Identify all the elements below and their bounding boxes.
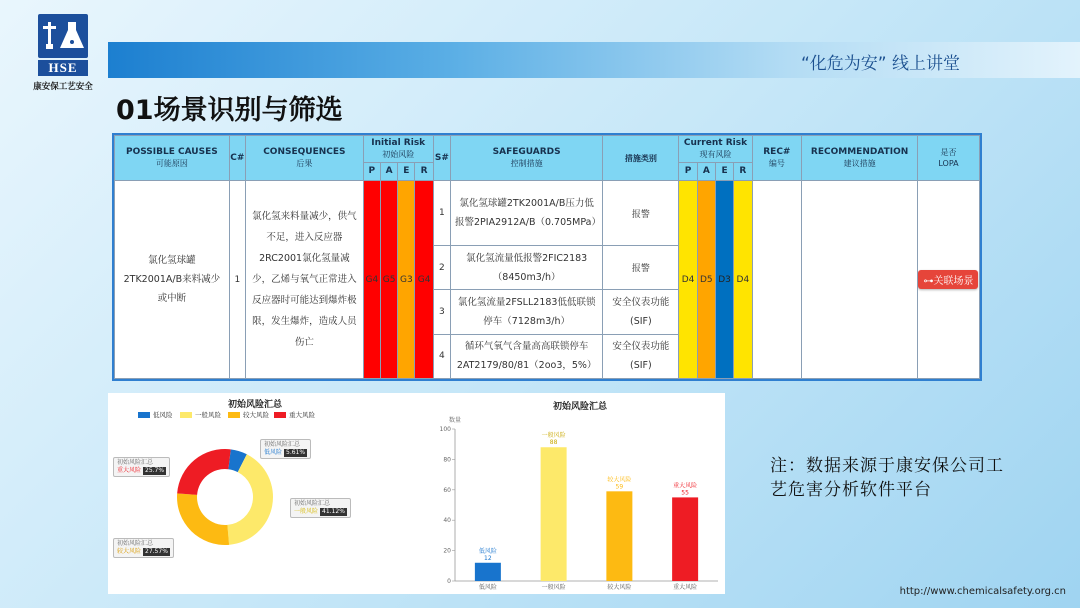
logo-hse-text: HSE [38, 60, 88, 76]
safeguard-no: 4 [433, 334, 450, 378]
bar [475, 563, 501, 581]
col-header-safeguards: SAFEGUARDS 控制措施 [451, 136, 603, 181]
y-tick-label: 100 [439, 426, 451, 433]
safeguard-type: 安全仪表功能(SIF) [603, 334, 679, 378]
bar-name-label: 较大风险 [607, 476, 632, 484]
safeguard-type: 安全仪表功能(SIF) [603, 290, 679, 334]
col-header-consequences: CONSEQUENCES 后果 [245, 136, 363, 181]
bar-chart-title: 初始风险汇总 [553, 402, 608, 412]
col-header-c-no: C# [229, 136, 245, 181]
current-risk-p: D4 [679, 181, 697, 379]
initial-p-header: P [363, 163, 380, 181]
safeguard-text: 循环气氧气含量高高联锁停车2AT2179/80/81（2oo3，5%） [451, 334, 603, 378]
bar-chart [433, 393, 725, 594]
safeguard-type: 报警 [603, 245, 679, 289]
initial-e-header: E [398, 163, 415, 181]
callout-large: 初始风险汇总 较大风险 27.57% [113, 538, 174, 558]
recommendation-cell [802, 181, 918, 379]
data-source-note: 注：数据来源于康安保公司工艺危害分析软件平台 [770, 456, 1004, 500]
donut-chart-panel [108, 393, 433, 594]
bar-name-label: 重大风险 [673, 482, 698, 490]
y-tick-label: 60 [443, 486, 451, 494]
initial-risk-a: G5 [380, 181, 397, 379]
col-header-recommendation: RECOMMENDATION 建议措施 [802, 136, 918, 181]
callout-low: 初始风险汇总 低风险 5.61% [260, 439, 311, 459]
col-header-initial-risk: Initial Risk 初始风险 [363, 136, 433, 163]
hazop-table [112, 133, 982, 381]
bar [541, 447, 567, 581]
col-header-s-no: S# [433, 136, 450, 181]
current-p-header: P [679, 163, 697, 181]
current-e-header: E [715, 163, 733, 181]
bar [606, 491, 632, 581]
donut-chart [108, 393, 433, 594]
x-tick-label: 重大风险 [673, 584, 698, 591]
org-name: 康安保工艺安全 [33, 82, 93, 92]
initial-r-header: R [415, 163, 433, 181]
initial-risk-r: G4 [415, 181, 433, 379]
safeguard-text: 氯化氢球罐2TK2001A/B压力低报警2PIA2912A/B（0.705MPa） [451, 181, 603, 246]
bar-name-label: 一般风险 [541, 432, 566, 440]
legend-item: 较大风险 [228, 410, 269, 419]
bar-chart-panel [433, 393, 725, 594]
col-header-current-risk: Current Risk 现有风险 [679, 136, 752, 163]
safeguard-text: 氯化氢流量2FSLL2183低低联锁停车（7128m3/h） [451, 290, 603, 334]
current-risk-e: D3 [715, 181, 733, 379]
y-tick-label: 0 [447, 578, 451, 585]
y-tick-label: 80 [443, 456, 451, 464]
safeguard-no: 3 [433, 290, 450, 334]
rec-no-cell [752, 181, 802, 379]
safeguard-type: 报警 [603, 181, 679, 246]
current-r-header: R [734, 163, 752, 181]
y-axis-label: 数量 [449, 417, 462, 424]
y-tick-label: 40 [443, 517, 451, 525]
col-header-measure-type: 措施类别 [603, 136, 679, 181]
initial-risk-p: G4 [363, 181, 380, 379]
link-scenario-button[interactable]: ⊶关联场景 [918, 270, 978, 289]
x-tick-label: 低风险 [478, 584, 497, 591]
bar-value-label: 88 [549, 439, 558, 447]
bar-name-label: 低风险 [478, 547, 497, 555]
cause-cell: 氯化氢球罐2TK2001A/B来料减少或中断 [115, 181, 230, 379]
current-risk-a: D5 [697, 181, 715, 379]
bar-value-label: 55 [681, 489, 689, 497]
lecture-title: “化危为安” 线上讲堂 [800, 54, 960, 74]
col-header-rec-no: REC# 编号 [752, 136, 802, 181]
company-logo [30, 14, 96, 94]
donut-slice [177, 449, 231, 495]
current-risk-r: D4 [734, 181, 752, 379]
callout-major: 初始风险汇总 重大风险 25.7% [113, 457, 170, 477]
safeguard-no: 2 [433, 245, 450, 289]
current-a-header: A [697, 163, 715, 181]
callout-medium: 初始风险汇总 一般风险 41.12% [290, 498, 351, 518]
col-header-causes: POSSIBLE CAUSES 可能原因 [115, 136, 230, 181]
lopa-cell [917, 181, 979, 379]
legend-item: 重大风险 [274, 410, 315, 419]
footer-url[interactable]: http://www.chemicalsafety.org.cn [899, 586, 1066, 597]
y-tick-label: 20 [443, 547, 451, 555]
donut-slice [177, 493, 229, 545]
safeguard-no: 1 [433, 181, 450, 246]
bar [672, 497, 698, 581]
x-tick-label: 一般风险 [541, 584, 566, 591]
logo-emblem [38, 14, 88, 58]
c-no-cell: 1 [229, 181, 245, 379]
x-tick-label: 较大风险 [607, 584, 632, 591]
initial-a-header: A [380, 163, 397, 181]
flask-icon [38, 14, 88, 58]
initial-risk-e: G3 [398, 181, 415, 379]
safeguard-text: 氯化氢流量低报警2FIC2183（8450m3/h） [451, 245, 603, 289]
page-title: 01场景识别与筛选 [116, 95, 343, 126]
legend-item: 低风险 [138, 410, 173, 419]
col-header-lopa: 是否 LOPA [917, 136, 979, 181]
donut-chart-title: 初始风险汇总 [228, 400, 283, 410]
legend-item: 一般风险 [180, 410, 221, 419]
bar-value-label: 12 [484, 554, 492, 562]
bar-value-label: 59 [615, 483, 624, 491]
consequence-cell: 氯化氢来料量减少，供气不足，进入反应器2RC2001氯化氢量减少，乙烯与氧气正常进入反应器时可能达到爆炸极限，发生爆炸，造成人员伤亡 [245, 181, 363, 379]
